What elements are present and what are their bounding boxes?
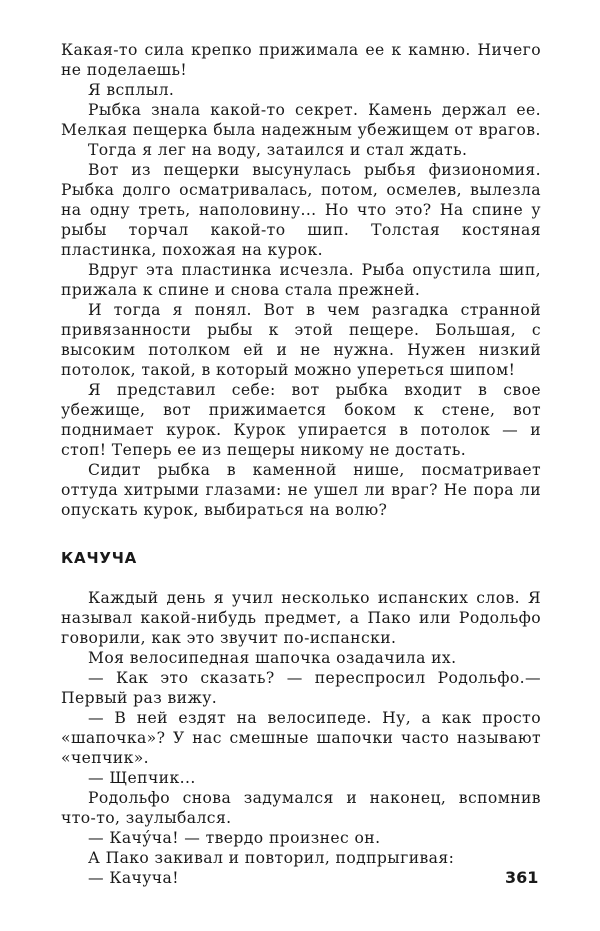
paragraph: Моя велосипедная шапочка озадачила их. bbox=[88, 649, 457, 667]
dialogue-line: — Качу́ча! — твердо произнес он. bbox=[88, 829, 381, 847]
paragraph: Я всплыл. bbox=[88, 81, 175, 99]
dialogue-line: — В ней ездят на велосипеде. Ну, а как просто «шапочка»? У нас смешные шапочки часто называют «чепчик». bbox=[61, 709, 541, 767]
paragraph: Сидит рыбка в каменной нише, посматривает оттуда хитрыми глазами: не ушел ли враг? Не пора ли опускать курок, выбираться на волю? bbox=[61, 461, 541, 519]
section-title: КАЧУЧА bbox=[61, 549, 138, 567]
page-body bbox=[61, 40, 541, 888]
dialogue-line: — Качуча! bbox=[88, 869, 179, 887]
paragraph: И тогда я понял. Вот в чем разгадка странной привязанности рыбы к этой пещере. Большая, с высоким потолком ей и не нужна. Нужен низкий потолок, такой, в который можно упереться шипом! bbox=[61, 301, 541, 379]
paragraph: Какая-то сила крепко прижимала ее к камню. Ничего не поделаешь! bbox=[61, 41, 541, 79]
paragraph: Родольфо снова задумался и наконец, вспомнив что-то, заулыбался. bbox=[61, 789, 541, 827]
paragraph: А Пако закивал и повторил, подпрыгивая: bbox=[88, 849, 455, 867]
dialogue-line: — Как это сказать? — переспросил Родольфо.— Первый раз вижу. bbox=[61, 669, 541, 707]
paragraph: Я представил себе: вот рыбка входит в свое убежище, вот прижимается боком к стене, вот поднимает курок. Курок упирается в потолок — и стоп! Теперь ее из пещеры никому не достать. bbox=[61, 381, 541, 459]
page-number: 361 bbox=[505, 868, 539, 887]
paragraph: Тогда я лег на воду, затаился и стал ждать. bbox=[88, 141, 468, 159]
paragraph: Вот из пещерки высунулась рыбья физиономия. Рыбка долго осматривалась, потом, осмелев, вылезла на одну треть, наполовину... Но что это? На спине у рыбы торчал какой-то шип. Толстая костяная пластинка, похожая на курок. bbox=[61, 161, 541, 259]
paragraph: Каждый день я учил несколько испанских слов. Я называл какой-нибудь предмет, а Пако или Родольфо говорили, как это звучит по-испански. bbox=[61, 589, 541, 647]
dialogue-line: — Щепчик... bbox=[88, 769, 196, 787]
paragraph: Вдруг эта пластинка исчезла. Рыба опустила шип, прижала к спине и снова стала прежней. bbox=[61, 261, 541, 299]
paragraph: Рыбка знала какой-то секрет. Камень держал ее. Мелкая пещерка была надежным убежищем от врагов. bbox=[61, 101, 541, 139]
